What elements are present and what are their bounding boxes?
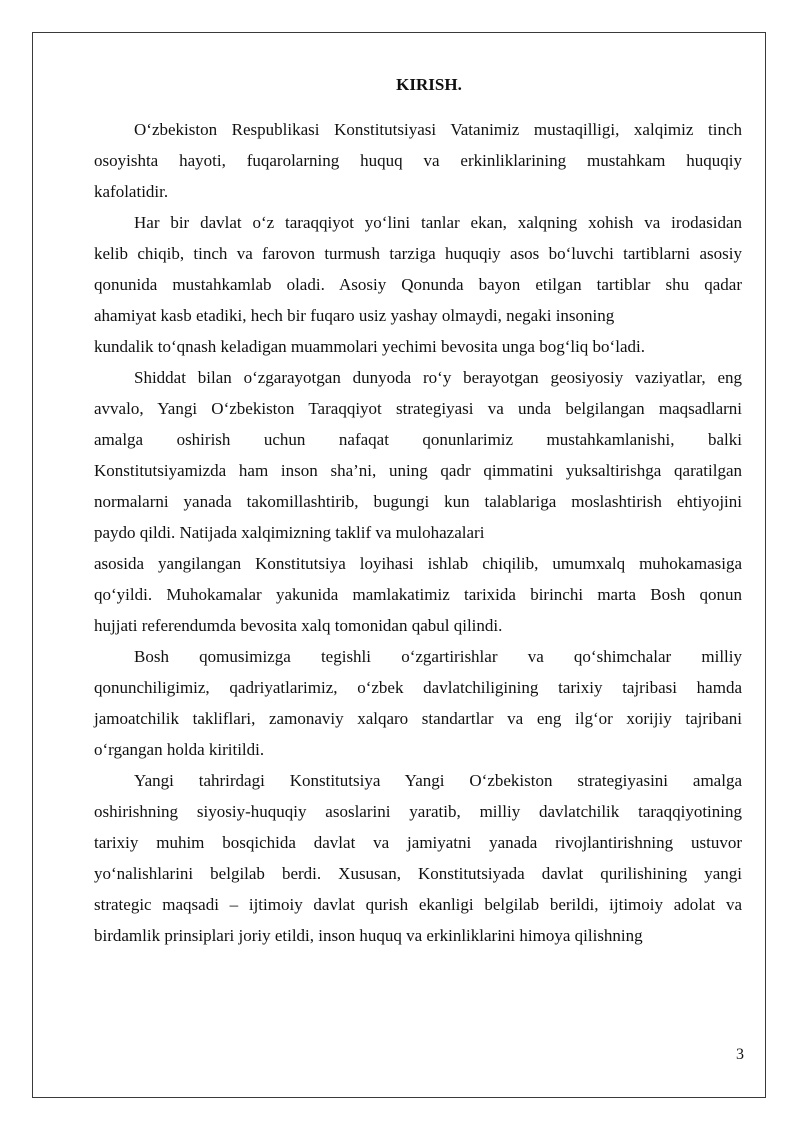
paragraph-line: hujjati referendumda bevosita xalq tomonidan qabul qilindi. [94,616,503,635]
paragraph-line: asosida yangilangan Konstitutsiya loyihasi ishlab chiqilib, umumxalq muhokamasiga [94,554,742,573]
page-number: 3 [736,1046,744,1063]
paragraph-line: avvalo, Yangi O‘zbekiston Taraqqiyot strategiyasi va unda belgilangan maqsadlarni [94,399,742,418]
paragraph-line: amalga oshirish uchun nafaqat qonunlarimiz mustahkamlanishi, balki [94,430,742,449]
paragraph-line: strategic maqsadi – ijtimoiy davlat qurish ekanligi belgilab berildi, ijtimoiy adolat va [94,895,742,914]
paragraph-line: ahamiyat kasb etadiki, hech bir fuqaro usiz yashay olmaydi, negaki insoning [94,306,615,325]
paragraph-line: Har bir davlat o‘z taraqqiyot yo‘lini tanlar ekan, xalqning xohish va irodasidan [134,213,742,232]
paragraph-line: jamoatchilik takliflari, zamonaviy xalqaro standartlar va eng ilg‘or xorijiy tajribani [94,709,742,728]
paragraph-line: kafolatidir. [94,182,169,201]
paragraph-line: O‘zbekiston Respublikasi Konstitutsiyasi Vatanimiz mustaqilligi, xalqimiz tinch [134,120,742,139]
body-text [94,114,742,951]
paragraph-line: birdamlik prinsiplari joriy etildi, inson huquq va erkinliklarini himoya qilishning [94,926,643,945]
section-title: KIRISH. [396,75,462,94]
paragraph-line: Konstitutsiyamizda ham inson sha’ni, uning qadr qimmatini yuksaltirishga qaratilgan [94,461,742,480]
paragraph-line: qonunchiligimiz, qadriyatlarimiz, o‘zbek davlatchiligining tarixiy tajribasi hamda [94,678,742,697]
paragraph-line: normalarni yanada takomillashtirib, bugungi kun talablariga moslashtirish ehtiyojini [94,492,742,511]
paragraph-line: osoyishta hayoti, fuqarolarning huquq va erkinliklarining mustahkam huquqiy [94,151,742,170]
paragraph-line: kelib chiqib, tinch va farovon turmush tarziga huquqiy asos bo‘luvchi tartiblarni asosiy [94,244,742,263]
paragraph-line: Shiddat bilan o‘zgarayotgan dunyoda ro‘y berayotgan geosiyosiy vaziyatlar, eng [134,368,742,387]
paragraph-line: qo‘yildi. Muhokamalar yakunida mamlakatimiz tarixida birinchi marta Bosh qonun [94,585,742,604]
paragraph-line: o‘rgangan holda kiritildi. [94,740,265,759]
paragraph-line: paydo qildi. Natijada xalqimizning taklif va mulohazalari [94,523,485,542]
paragraph-line: qonunida mustahkamlab oladi. Asosiy Qonunda bayon etilgan tartiblar shu qadar [94,275,742,294]
paragraph [94,362,742,641]
paragraph [94,765,742,951]
paragraph-line: oshirishning siyosiy-huquqiy asoslarini yaratib, milliy davlatchilik taraqqiyotining [94,802,742,821]
paragraph-line: Yangi tahrirdagi Konstitutsiya Yangi O‘zbekiston strategiyasini amalga [134,771,742,790]
paragraph [94,207,742,362]
paragraph [94,641,742,765]
paragraph [94,114,742,207]
paragraph-line: Bosh qomusimizga tegishli o‘zgartirishlar va qo‘shimchalar milliy [134,647,742,666]
paragraph-line: yo‘nalishlarini belgilab berdi. Xususan, Konstitutsiyada davlat qurilishining yangi [94,864,742,883]
paragraph-line: kundalik to‘qnash keladigan muammolari yechimi bevosita unga bog‘liq bo‘ladi. [94,337,645,356]
paragraph-line: tarixiy muhim bosqichida davlat va jamiyatni yanada rivojlantirishning ustuvor [94,833,742,852]
